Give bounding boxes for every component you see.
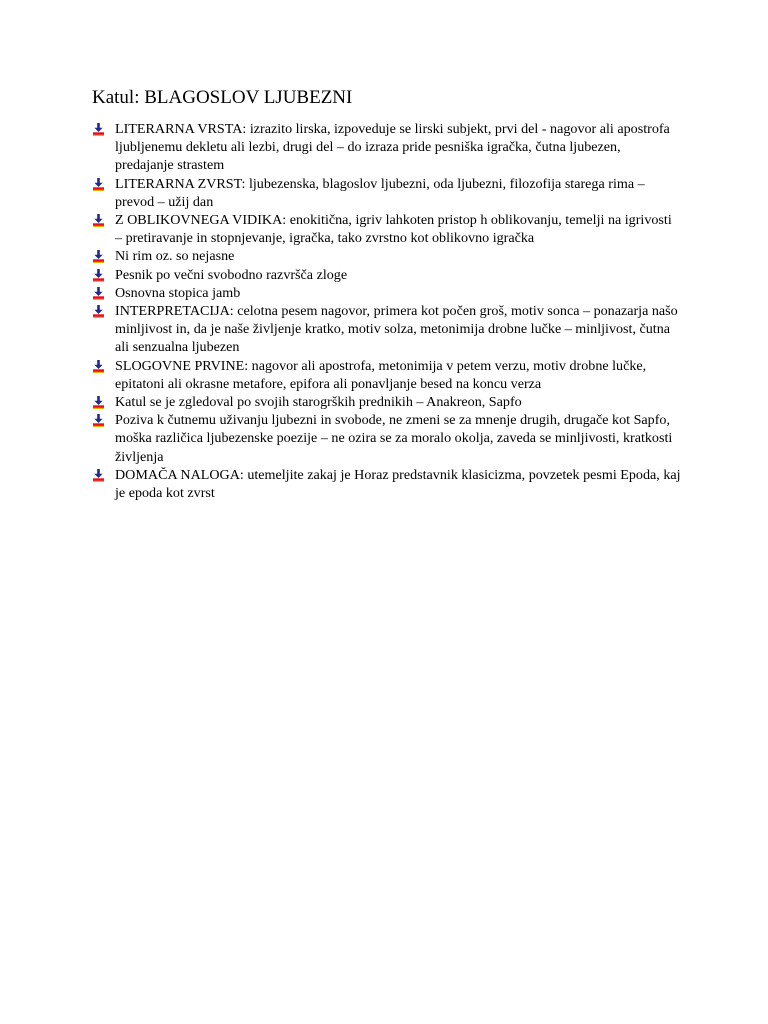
list-item-text: INTERPRETACIJA: celotna pesem nagovor, primera kot počen groš, motiv sonca – ponazarja našo minljivost in, da je naše življenje kratko, motiv solza, metonimija drobne lučke – minljivost, čutna ali senzualna ljubezen [115,303,678,356]
arrow-down-to-line-icon [92,469,105,482]
arrow-down-to-line-icon [92,178,105,191]
list-item [92,175,682,211]
list-item [92,247,682,265]
list-item-text: Osnovna stopica jamb [115,284,241,301]
list-item-text: Katul se je zgledoval po svojih starogrških prednikih – Anakreon, Sapfo [115,394,522,411]
list-item [92,302,682,357]
list-item-text: Ni rim oz. so nejasne [115,248,235,265]
arrow-down-to-line-icon [92,396,105,409]
arrow-down-to-line-icon [92,305,105,318]
list-item-text: LITERARNA VRSTA: izrazito lirska, izpoveduje se lirski subjekt, prvi del - nagovor ali apostrofa ljubljenemu dekletu ali lezbi, drugi del – do izraza pride pesniška igračka, čutna ljubezen, predajanje strastem [115,121,670,174]
list-item [92,357,682,393]
arrow-down-to-line-icon [92,360,105,373]
arrow-down-to-line-icon [92,214,105,227]
list-item-text: DOMAČA NALOGA: utemeljite zakaj je Horaz predstavnik klasicizma, povzetek pesmi Epoda, kaj je epoda kot zvrst [115,466,681,502]
list-item-text: SLOGOVNE PRVINE: nagovor ali apostrofa, metonimija v petem verzu, motiv drobne lučke, epitatoni ali okrasne metafore, epifora ali ponavljanje besed na koncu verza [115,357,647,392]
list-item-text: Z OBLIKOVNEGA VIDIKA: enokitična, igriv lahkoten pristop h oblikovanju, temelji na igrivosti – pretiravanje in stopnjevanje, igračka, tako zvrstno kot oblikovno igračka [115,212,672,247]
list-item [92,393,682,411]
bullet-list [92,120,682,502]
arrow-down-to-line-icon [92,414,105,427]
arrow-down-to-line-icon [92,269,105,282]
list-item [92,466,682,502]
arrow-down-to-line-icon [92,123,105,136]
arrow-down-to-line-icon [92,287,105,300]
list-item [92,120,682,175]
arrow-down-to-line-icon [92,250,105,263]
document-title: Katul: BLAGOSLOV LJUBEZNI [92,87,353,108]
list-item-text: Pesnik po večni svobodno razvršča zloge [115,266,348,283]
list-item [92,411,682,466]
list-item-text: LITERARNA ZVRST: ljubezenska, blagoslov ljubezni, oda ljubezni, filozofija starega rima – prevod – užij dan [115,175,645,210]
list-item [92,266,682,284]
list-item [92,284,682,302]
list-item [92,211,682,247]
list-item-text: Poziva k čutnemu uživanju ljubezni in svobode, ne zmeni se za mnenje drugih, drugače kot Sapfo, moška različica ljubezenske poezije – ne ozira se za moralo okolja, zaveda se minljivosti, kratkosti življenja [115,412,673,465]
